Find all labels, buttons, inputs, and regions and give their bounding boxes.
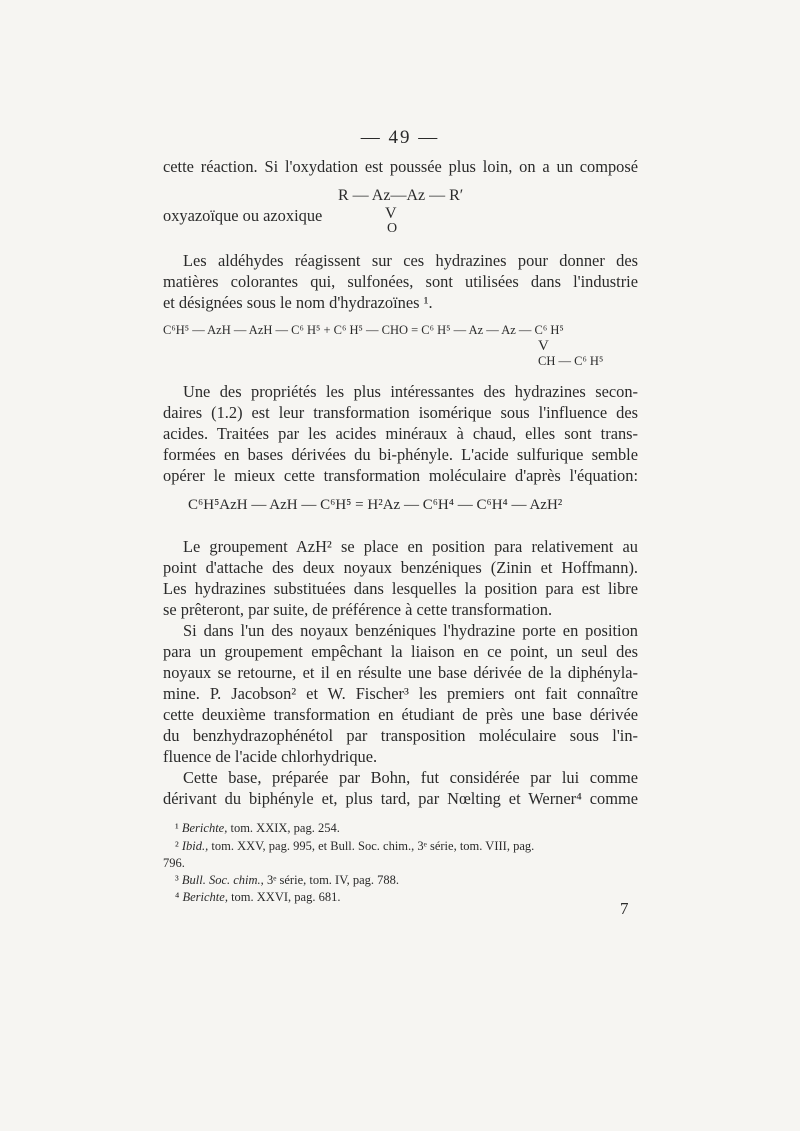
text-line: opérer le mieux cette transformation moléculaire d'après l'équation: [163, 466, 638, 485]
footnote-text: tom. XXIX, pag. 254. [227, 821, 340, 835]
text-line: noyaux se retourne, et il en résulte une base dérivée de la diphényla- [163, 663, 638, 682]
footnote-source: Berichte, [182, 890, 228, 904]
text-line: du benzhydrazophénétol par transposition moléculaire sous l'in- [163, 726, 638, 745]
footnote [175, 838, 650, 854]
text-line: cette réaction. Si l'oxydation est poussée plus loin, on a un composé [163, 157, 638, 176]
footnote-source: Ibid., [181, 839, 209, 853]
page-number: — 49 — [360, 127, 440, 148]
azoxy-v: V [385, 205, 397, 222]
text-line: dérivant du biphényle et, plus tard, par Nœlting et Werner⁴ comme [163, 789, 638, 808]
text-line: Les hydrazines substituées dans lesquelles la position para est libre [163, 579, 638, 598]
text-line: acides. Traitées par les acides minéraux à chaud, elles sont trans- [163, 424, 638, 443]
text-line: formées en bases dérivées du bi-phényle. L'acide sulfurique semble [163, 445, 638, 464]
text-line: daires (1.2) est leur transformation isomérique sous l'influence des [163, 403, 638, 422]
footnote-text: 3ᵉ série, tom. IV, pag. 788. [263, 873, 400, 887]
text-line: fluence de l'acide chlorhydrique. [163, 747, 378, 766]
text-line: Les aldéhydes réagissent sur ces hydrazines pour donner des [183, 251, 638, 270]
footnote-source: Bull. Soc. chim., [181, 873, 264, 887]
text-line: Cette base, préparée par Bohn, fut considérée par lui comme [183, 768, 638, 787]
footnote-text: tom. XXV, pag. 995, et Bull. Soc. chim., 3ᵉ série, tom. VIII, pag. [208, 839, 535, 853]
text-line: Une des propriétés les plus intéressantes des hydrazines secon- [183, 382, 638, 401]
text-line: point d'attache des deux noyaux benzéniques (Zinin et Hoffmann). [163, 558, 638, 577]
footnote-mark: ¹ [175, 821, 179, 835]
text-line: se prêteront, par suite, de préférence à cette transformation. [163, 600, 553, 619]
equation: C⁶H⁵AzH — AzH — C⁶H⁵ = H²Az — C⁶H⁴ — C⁶H⁴ — AzH² [188, 497, 563, 513]
hydrazoine-sub: CH — C⁶ H⁵ [538, 354, 604, 368]
text-line: Le groupement AzH² se place en position para relativement au [183, 537, 638, 556]
text-line: mine. P. Jacobson² et W. Fischer³ les premiers ont fait connaître [163, 684, 638, 703]
azoxy-o: O [387, 221, 398, 236]
text-line: et désignées sous le nom d'hydrazoïnes ¹. [163, 293, 433, 312]
text-line: Si dans l'un des noyaux benzéniques l'hydrazine porte en position [183, 621, 638, 640]
footnote-mark: ³ [175, 873, 179, 887]
footnote-mark: ⁴ [175, 890, 180, 904]
signature-number: 7 [620, 899, 629, 918]
text-line: para un groupement empêchant la liaison en ce point, un seul des [163, 642, 638, 661]
footnote-continuation [163, 855, 638, 871]
hydrazoine-v: V [538, 338, 549, 354]
text-line: cette deuxième transformation en étudiant de près une base dérivée [163, 705, 638, 724]
footnote-text: 796. [163, 856, 185, 870]
azoxy-label: oxyazoïque ou azoxique [163, 206, 323, 225]
hydrazoine-formula: C⁶H⁵ — AzH — AzH — C⁶ H⁵ + C⁶ H⁵ — CHO = C⁶ H⁵ — Az — Az — C⁶ H⁵ [163, 323, 564, 337]
footnote [175, 872, 650, 888]
footnote [175, 889, 650, 905]
footnote-source: Berichte, [181, 821, 228, 835]
footnote-text: tom. XXVI, pag. 681. [227, 890, 341, 904]
footnote [175, 820, 650, 836]
text-line: matières colorantes qui, sulfonées, sont utilisées dans l'industrie [163, 272, 638, 291]
footnote-mark: ² [175, 839, 179, 853]
azoxy-formula: R — Az—Az — R′ [338, 187, 464, 204]
